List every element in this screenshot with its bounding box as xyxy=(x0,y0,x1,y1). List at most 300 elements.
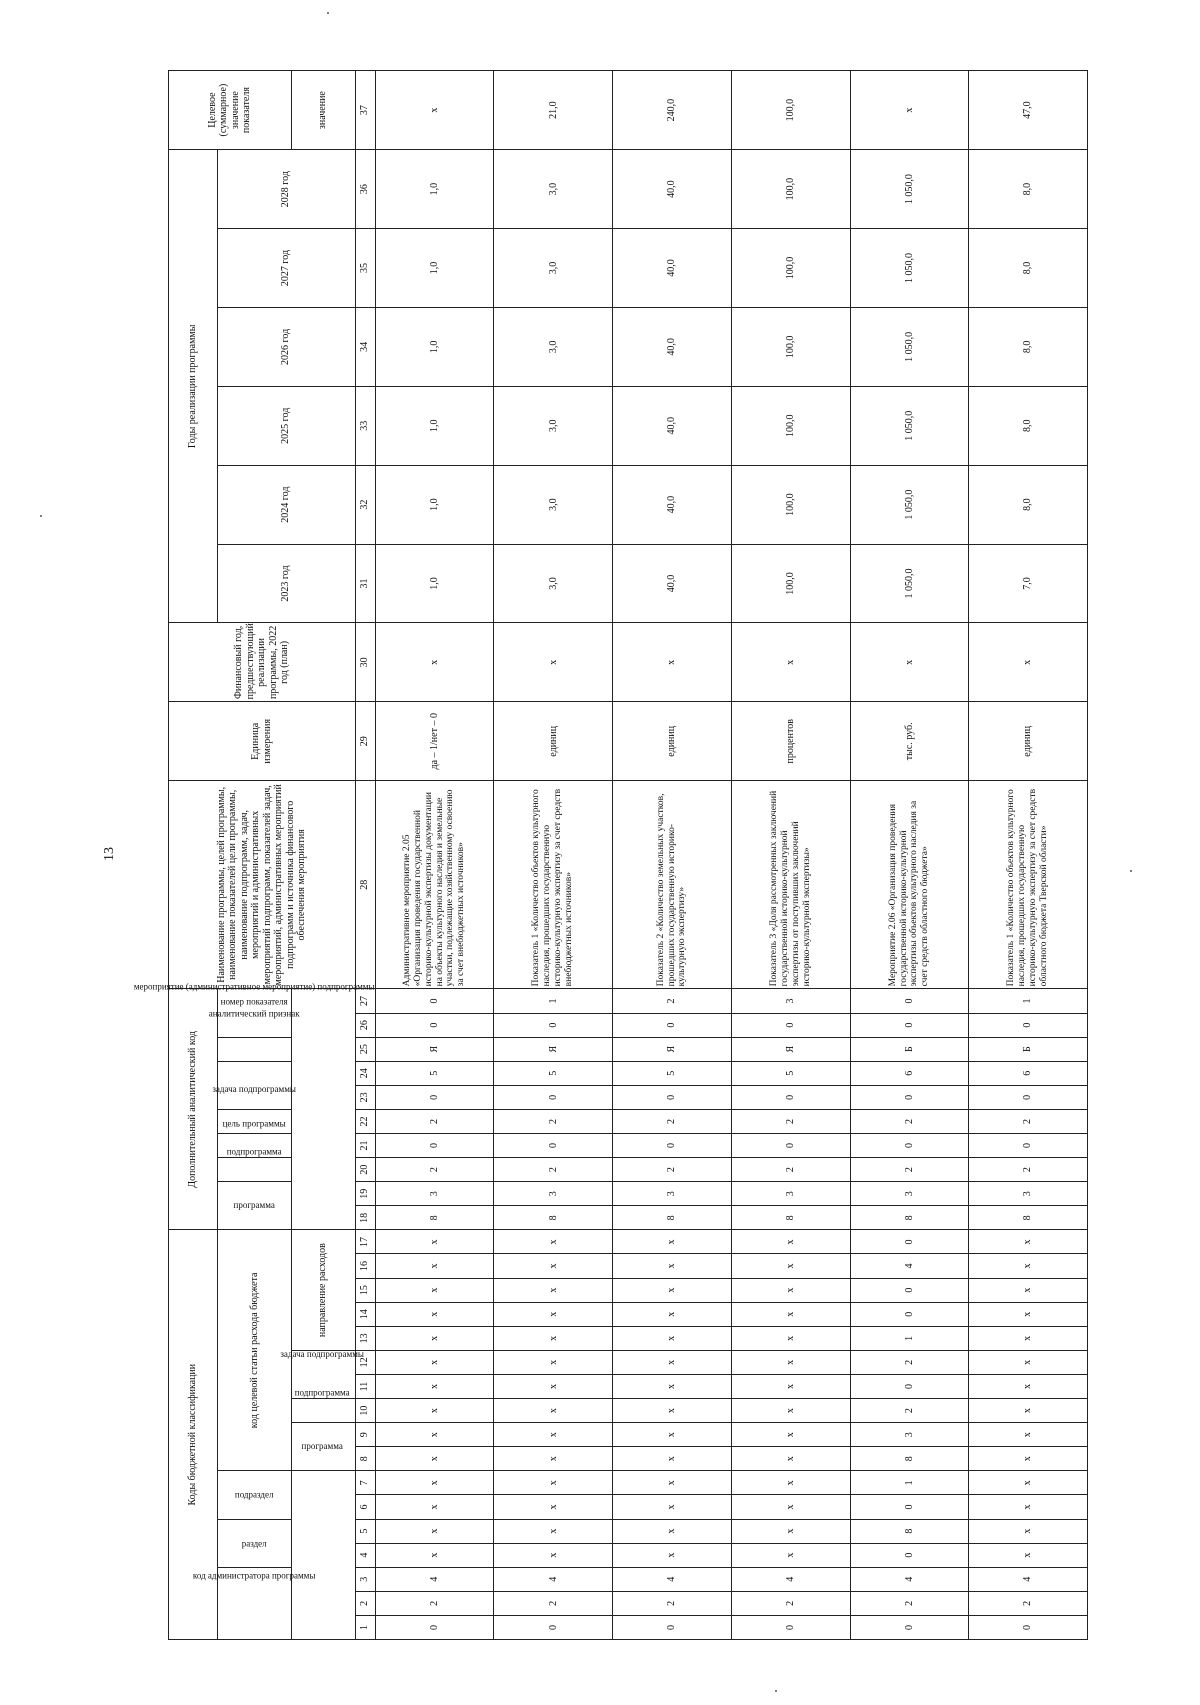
year-value: 100,0 xyxy=(731,150,850,229)
year-value: 100,0 xyxy=(731,465,850,544)
code-cell: 2 xyxy=(731,1158,850,1182)
year-value: 40,0 xyxy=(613,229,732,308)
task-subprogram-subheader: задача подпрограммы xyxy=(291,1350,355,1398)
code-cell: х xyxy=(731,1519,850,1543)
code-cell: 2 xyxy=(969,1109,1088,1133)
code-cell: 0 xyxy=(494,1085,613,1109)
column-number: 3 xyxy=(355,1567,375,1591)
code-cell: 2 xyxy=(494,1109,613,1133)
page-number: 13 xyxy=(102,847,117,861)
column-number: 29 xyxy=(355,702,375,781)
code-cell: 3 xyxy=(613,1182,732,1206)
year-value: 8,0 xyxy=(969,386,1088,465)
column-number: 36 xyxy=(355,150,375,229)
row-target: 240,0 xyxy=(613,71,732,150)
program-subheader: программа xyxy=(291,1423,355,1471)
code-cell: 0 xyxy=(850,1615,969,1639)
code-cell: 2 xyxy=(969,1591,1088,1615)
row-name: Показатель 2 «Количество земельных участков, прошедших государственную историко-культурную экспертизу» xyxy=(613,781,732,989)
code-cell: х xyxy=(375,1278,494,1302)
year-2027-header: 2027 год xyxy=(217,229,355,308)
code-cell: 0 xyxy=(375,1133,494,1157)
code-cell: 5 xyxy=(494,1061,613,1085)
code-cell: х xyxy=(375,1326,494,1350)
table-row xyxy=(850,71,969,1640)
table-row xyxy=(731,71,850,1640)
code-cell: х xyxy=(613,1374,732,1398)
code-cell: 2 xyxy=(375,1158,494,1182)
row-unit: единиц xyxy=(969,702,1088,781)
fin-year-header: Финансовый год, предшествующий реализации программы, 2022 год (план) xyxy=(169,623,356,702)
column-number: 32 xyxy=(355,465,375,544)
row-fin-year: х xyxy=(969,623,1088,702)
section-header: раздел xyxy=(217,1519,291,1567)
year-value: 1,0 xyxy=(375,150,494,229)
code-cell: 0 xyxy=(613,1133,732,1157)
year-2023-header: 2023 год xyxy=(217,544,355,623)
code-cell: 8 xyxy=(850,1206,969,1230)
column-number-row xyxy=(355,71,375,1640)
year-value: 40,0 xyxy=(613,465,732,544)
code-cell: х xyxy=(731,1423,850,1447)
code-cell: 4 xyxy=(494,1567,613,1591)
an-indicator-header: номер показателя xyxy=(217,989,291,1037)
column-number: 1 xyxy=(355,1615,375,1639)
scan-speck xyxy=(327,12,329,14)
header-spacer-2 xyxy=(291,989,355,1230)
code-cell: 1 xyxy=(850,1326,969,1350)
code-cell: х xyxy=(731,1471,850,1495)
code-cell: Я xyxy=(731,1037,850,1061)
code-cell: 1 xyxy=(969,989,1088,1013)
row-fin-year: х xyxy=(494,623,613,702)
code-cell: 3 xyxy=(494,1182,613,1206)
code-cell: х xyxy=(613,1543,732,1567)
column-number: 37 xyxy=(355,71,375,150)
year-value: 3,0 xyxy=(494,386,613,465)
code-cell: х xyxy=(731,1447,850,1471)
code-cell: 4 xyxy=(850,1567,969,1591)
row-fin-year: х xyxy=(731,623,850,702)
column-number: 2 xyxy=(355,1591,375,1615)
code-cell: 0 xyxy=(494,1615,613,1639)
code-cell: х xyxy=(731,1254,850,1278)
year-value: 8,0 xyxy=(969,465,1088,544)
code-cell: 0 xyxy=(850,1374,969,1398)
column-number: 24 xyxy=(355,1061,375,1085)
column-number: 16 xyxy=(355,1254,375,1278)
code-cell: 2 xyxy=(850,1399,969,1423)
year-value: 100,0 xyxy=(731,386,850,465)
code-cell: 4 xyxy=(850,1254,969,1278)
an-task-header: задача подпрограммы xyxy=(217,1109,291,1133)
code-cell: х xyxy=(969,1495,1088,1519)
row-unit: единиц xyxy=(494,702,613,781)
column-number: 9 xyxy=(355,1423,375,1447)
code-cell: х xyxy=(969,1326,1088,1350)
year-value: 8,0 xyxy=(969,229,1088,308)
row-fin-year: х xyxy=(375,623,494,702)
code-cell: 0 xyxy=(969,1133,1088,1157)
code-cell: х xyxy=(494,1495,613,1519)
column-number: 19 xyxy=(355,1182,375,1206)
year-value: 1 050,0 xyxy=(850,150,969,229)
code-cell: 2 xyxy=(375,1109,494,1133)
code-cell: 2 xyxy=(850,1591,969,1615)
year-value: 1,0 xyxy=(375,544,494,623)
year-value: 7,0 xyxy=(969,544,1088,623)
code-cell: 0 xyxy=(613,1085,732,1109)
code-cell: х xyxy=(494,1543,613,1567)
column-number: 18 xyxy=(355,1206,375,1230)
code-cell: х xyxy=(494,1278,613,1302)
column-number: 30 xyxy=(355,623,375,702)
row-target: х xyxy=(850,71,969,150)
column-number: 12 xyxy=(355,1350,375,1374)
budget-table-sheet xyxy=(133,70,1088,1640)
code-cell: 2 xyxy=(613,989,732,1013)
row-target: 47,0 xyxy=(969,71,1088,150)
year-value: 1,0 xyxy=(375,229,494,308)
code-cell: 0 xyxy=(731,1013,850,1037)
code-cell: х xyxy=(731,1374,850,1398)
code-cell: 2 xyxy=(731,1109,850,1133)
scan-speck xyxy=(40,515,42,517)
subsection-header: подраздел xyxy=(217,1471,291,1519)
year-value: 40,0 xyxy=(613,307,732,386)
code-cell: 0 xyxy=(375,1013,494,1037)
code-cell: х xyxy=(969,1471,1088,1495)
code-cell: х xyxy=(494,1519,613,1543)
row-fin-year: х xyxy=(850,623,969,702)
code-cell: 4 xyxy=(375,1567,494,1591)
code-cell: 0 xyxy=(969,1615,1088,1639)
column-number: 22 xyxy=(355,1109,375,1133)
column-number: 20 xyxy=(355,1158,375,1182)
year-value: 3,0 xyxy=(494,544,613,623)
code-cell: 3 xyxy=(850,1182,969,1206)
column-number: 21 xyxy=(355,1133,375,1157)
code-cell: 0 xyxy=(850,1278,969,1302)
target-article-header: код целевой статьи расхода бюджета xyxy=(217,1230,291,1471)
code-cell: 2 xyxy=(850,1109,969,1133)
code-cell: 2 xyxy=(731,1591,850,1615)
code-cell: х xyxy=(494,1423,613,1447)
code-cell: х xyxy=(375,1374,494,1398)
row-unit: единиц xyxy=(613,702,732,781)
year-value: 1 050,0 xyxy=(850,386,969,465)
code-cell: 4 xyxy=(969,1567,1088,1591)
column-number: 28 xyxy=(355,781,375,989)
code-cell: х xyxy=(969,1519,1088,1543)
column-number: 15 xyxy=(355,1278,375,1302)
year-value: 8,0 xyxy=(969,150,1088,229)
code-cell: х xyxy=(969,1423,1088,1447)
an-event-header: мероприятие (административное мероприятие) подпрограммы xyxy=(217,1061,291,1109)
code-cell: х xyxy=(731,1278,850,1302)
year-value: 100,0 xyxy=(731,307,850,386)
year-value: 1 050,0 xyxy=(850,229,969,308)
code-cell: 0 xyxy=(850,1085,969,1109)
year-value: 100,0 xyxy=(731,229,850,308)
year-value: 100,0 xyxy=(731,544,850,623)
code-cell: 2 xyxy=(613,1109,732,1133)
code-cell: х xyxy=(494,1326,613,1350)
code-cell: 3 xyxy=(731,1182,850,1206)
table-row xyxy=(494,71,613,1640)
code-cell: 0 xyxy=(850,989,969,1013)
code-cell: х xyxy=(375,1254,494,1278)
row-fin-year: х xyxy=(613,623,732,702)
row-unit: процентов xyxy=(731,702,850,781)
code-cell: Я xyxy=(613,1037,732,1061)
target-header: Целевое (суммарное) значение показателя xyxy=(169,71,292,150)
name-header: Наименование программы, целей программы, наименование показателей цели программы, наименование подпрограмм, задач, мероприятий и административных мероприятий подпрограмм, показателей задач, мероприятий, административных мероприятий подпрограмм и источника финансового обеспечения мероприятия xyxy=(169,781,356,989)
code-cell: 2 xyxy=(850,1158,969,1182)
code-cell: 0 xyxy=(731,1615,850,1639)
code-cell: Б xyxy=(850,1037,969,1061)
row-name: Показатель 1 «Количество объектов культурного наследия, прошедших государственную историко-культурную экспертизу за счет средств областного бюджета Тверской области» xyxy=(969,781,1088,989)
code-cell: 0 xyxy=(969,1013,1088,1037)
code-cell: 8 xyxy=(969,1206,1088,1230)
header-spacer xyxy=(291,1471,355,1640)
code-cell: 0 xyxy=(850,1230,969,1254)
row-target: х xyxy=(375,71,494,150)
code-cell: х xyxy=(375,1447,494,1471)
year-value: 40,0 xyxy=(613,150,732,229)
year-value: 1,0 xyxy=(375,465,494,544)
code-cell: х xyxy=(969,1278,1088,1302)
code-cell: х xyxy=(494,1350,613,1374)
year-value: 1 050,0 xyxy=(850,544,969,623)
code-cell: х xyxy=(969,1374,1088,1398)
row-name: Мероприятие 2.06 «Организация проведения государственной историко-культурной экспертизы объектов культурного наследия за счет средств областного бюджета» xyxy=(850,781,969,989)
code-cell: 8 xyxy=(850,1519,969,1543)
code-cell: х xyxy=(494,1374,613,1398)
code-cell: х xyxy=(494,1399,613,1423)
an-subprogram-header: подпрограмма xyxy=(217,1158,291,1182)
year-2026-header: 2026 год xyxy=(217,307,355,386)
scan-speck xyxy=(775,1690,777,1692)
column-number: 5 xyxy=(355,1519,375,1543)
column-number: 7 xyxy=(355,1471,375,1495)
column-number: 13 xyxy=(355,1326,375,1350)
code-cell: х xyxy=(613,1423,732,1447)
code-cell: х xyxy=(731,1495,850,1519)
code-cell: 3 xyxy=(850,1423,969,1447)
column-number: 23 xyxy=(355,1085,375,1109)
code-cell: х xyxy=(375,1471,494,1495)
code-cell: 8 xyxy=(375,1206,494,1230)
code-cell: 0 xyxy=(731,1085,850,1109)
code-cell: х xyxy=(494,1254,613,1278)
code-cell: 3 xyxy=(375,1182,494,1206)
code-cell: х xyxy=(494,1471,613,1495)
expense-direction-subheader: направление расходов xyxy=(291,1230,355,1351)
code-cell: х xyxy=(613,1278,732,1302)
code-cell: 0 xyxy=(850,1133,969,1157)
admin-code-header: код администратора программы xyxy=(217,1567,291,1639)
code-cell: 1 xyxy=(494,989,613,1013)
row-unit: тыс. руб. xyxy=(850,702,969,781)
code-cell: 0 xyxy=(494,1133,613,1157)
code-cell: х xyxy=(375,1543,494,1567)
year-value: 1 050,0 xyxy=(850,465,969,544)
code-cell: х xyxy=(613,1326,732,1350)
code-cell: 5 xyxy=(613,1061,732,1085)
code-cell: х xyxy=(375,1495,494,1519)
code-cell: х xyxy=(613,1495,732,1519)
year-value: 3,0 xyxy=(494,465,613,544)
code-cell: 6 xyxy=(850,1061,969,1085)
code-cell: х xyxy=(375,1350,494,1374)
an-sign-header: аналитический признак xyxy=(217,1037,291,1061)
code-cell: х xyxy=(613,1399,732,1423)
code-cell: х xyxy=(969,1230,1088,1254)
code-cell: х xyxy=(731,1350,850,1374)
column-number: 25 xyxy=(355,1037,375,1061)
code-cell: 8 xyxy=(613,1206,732,1230)
column-number: 17 xyxy=(355,1230,375,1254)
target-value-header: значение xyxy=(291,71,355,150)
code-cell: 2 xyxy=(494,1158,613,1182)
column-number: 11 xyxy=(355,1374,375,1398)
year-2024-header: 2024 год xyxy=(217,465,355,544)
code-cell: 8 xyxy=(494,1206,613,1230)
code-cell: 3 xyxy=(731,989,850,1013)
subprogram-subheader: подпрограмма xyxy=(291,1399,355,1423)
code-cell: х xyxy=(731,1543,850,1567)
column-number: 4 xyxy=(355,1543,375,1567)
code-cell: х xyxy=(375,1230,494,1254)
code-cell: Б xyxy=(969,1037,1088,1061)
scan-speck xyxy=(1130,870,1132,872)
code-cell: 0 xyxy=(850,1013,969,1037)
code-cell: х xyxy=(375,1302,494,1326)
table-row xyxy=(613,71,732,1640)
code-cell: х xyxy=(969,1543,1088,1567)
budget-codes-header: Коды бюджетной классификации xyxy=(169,1230,218,1640)
code-cell: х xyxy=(375,1423,494,1447)
code-cell: 5 xyxy=(375,1061,494,1085)
code-cell: 4 xyxy=(731,1567,850,1591)
table-row xyxy=(375,71,494,1640)
column-number: 35 xyxy=(355,229,375,308)
row-target: 21,0 xyxy=(494,71,613,150)
code-cell: 6 xyxy=(969,1061,1088,1085)
code-cell: х xyxy=(494,1447,613,1471)
an-goal-header: цель программы xyxy=(217,1133,291,1157)
code-cell: 2 xyxy=(375,1591,494,1615)
code-cell: 0 xyxy=(731,1133,850,1157)
code-cell: 2 xyxy=(494,1591,613,1615)
code-cell: 8 xyxy=(850,1447,969,1471)
code-cell: 1 xyxy=(850,1471,969,1495)
year-value: 3,0 xyxy=(494,307,613,386)
column-number: 34 xyxy=(355,307,375,386)
year-value: 40,0 xyxy=(613,386,732,465)
code-cell: 0 xyxy=(969,1085,1088,1109)
table-row xyxy=(969,71,1088,1640)
column-number: 26 xyxy=(355,1013,375,1037)
column-number: 10 xyxy=(355,1399,375,1423)
code-cell: 3 xyxy=(969,1182,1088,1206)
column-number: 8 xyxy=(355,1447,375,1471)
code-cell: 4 xyxy=(613,1567,732,1591)
column-number: 31 xyxy=(355,544,375,623)
code-cell: 0 xyxy=(850,1495,969,1519)
code-cell: х xyxy=(969,1447,1088,1471)
year-value: 1,0 xyxy=(375,307,494,386)
code-cell: х xyxy=(375,1399,494,1423)
code-cell: х xyxy=(969,1399,1088,1423)
code-cell: 0 xyxy=(613,1615,732,1639)
row-name: Показатель 3 «Доля рассмотренных заключений государственной историко-культурной экспертизы от поступивших заключений историко-культурной экспертизы» xyxy=(731,781,850,989)
code-cell: Я xyxy=(375,1037,494,1061)
column-number: 14 xyxy=(355,1302,375,1326)
year-value: 1 050,0 xyxy=(850,307,969,386)
code-cell: Я xyxy=(494,1037,613,1061)
code-cell: 0 xyxy=(850,1543,969,1567)
code-cell: 0 xyxy=(375,989,494,1013)
an-program-header: программа xyxy=(217,1182,291,1230)
years-header: Годы реализации программы xyxy=(169,150,218,623)
code-cell: 2 xyxy=(613,1591,732,1615)
code-cell: 0 xyxy=(494,1013,613,1037)
data-rows xyxy=(375,71,1087,1640)
code-cell: 0 xyxy=(613,1013,732,1037)
year-value: 40,0 xyxy=(613,544,732,623)
code-cell: х xyxy=(375,1519,494,1543)
code-cell: 2 xyxy=(613,1158,732,1182)
code-cell: х xyxy=(613,1471,732,1495)
code-cell: х xyxy=(731,1302,850,1326)
code-cell: х xyxy=(613,1254,732,1278)
code-cell: х xyxy=(731,1326,850,1350)
code-cell: х xyxy=(613,1230,732,1254)
column-number: 27 xyxy=(355,989,375,1013)
code-cell: х xyxy=(731,1230,850,1254)
code-cell: 2 xyxy=(850,1350,969,1374)
code-cell: 0 xyxy=(850,1302,969,1326)
code-cell: х xyxy=(969,1254,1088,1278)
year-value: 3,0 xyxy=(494,150,613,229)
year-value: 8,0 xyxy=(969,307,1088,386)
code-cell: х xyxy=(969,1350,1088,1374)
year-value: 1,0 xyxy=(375,386,494,465)
code-cell: х xyxy=(494,1302,613,1326)
year-value: 3,0 xyxy=(494,229,613,308)
code-cell: х xyxy=(613,1302,732,1326)
code-cell: 5 xyxy=(731,1061,850,1085)
code-cell: 8 xyxy=(731,1206,850,1230)
code-cell: х xyxy=(613,1350,732,1374)
row-target: 100,0 xyxy=(731,71,850,150)
code-cell: 0 xyxy=(375,1085,494,1109)
column-number: 6 xyxy=(355,1495,375,1519)
row-unit: да – 1/нет – 0 xyxy=(375,702,494,781)
code-cell: 0 xyxy=(375,1615,494,1639)
row-name: Административное мероприятие 2.05 «Организация проведения государственной историко-культурной экспертизы документации на объекты культурного наследия и земельные участки, подлежащие хозяйственному освоению за счет внебюджетных источников» xyxy=(375,781,494,989)
row-name: Показатель 1 «Количество объектов культурного наследия, прошедших государственную историко-культурную экспертизу за счет средств внебюджетных источников» xyxy=(494,781,613,989)
analytic-code-header: Дополнительный аналитический код xyxy=(169,989,218,1230)
code-cell: 2 xyxy=(969,1158,1088,1182)
code-cell: х xyxy=(613,1519,732,1543)
year-2028-header: 2028 год xyxy=(217,150,355,229)
code-cell: х xyxy=(494,1230,613,1254)
budget-program-table xyxy=(133,70,1088,1640)
column-number: 33 xyxy=(355,386,375,465)
